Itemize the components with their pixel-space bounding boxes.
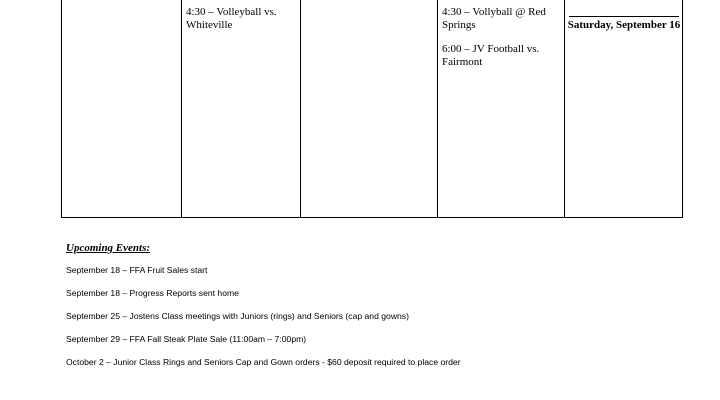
schedule-column-4: [438, 0, 565, 217]
schedule-event: 4:30 – Volleyball vs. Whiteville: [186, 6, 277, 31]
schedule-column-2: [182, 0, 301, 217]
schedule-column-5: [565, 0, 683, 217]
upcoming-event-item: September 25 – Jostens Class meetings with Juniors (rings) and Seniors (cap and gowns): [66, 311, 409, 321]
upcoming-event-item: September 18 – FFA Fruit Sales start: [66, 265, 208, 275]
schedule-event: 6:00 – JV Football vs. Fairmont: [442, 43, 540, 68]
schedule-event: 4:30 – Vollyball @ Red Springs: [442, 6, 546, 31]
upcoming-event-item: October 2 – Junior Class Rings and Seniors Cap and Gown orders - $60 deposit required to place order: [66, 357, 461, 367]
upcoming-event-item: September 18 – Progress Reports sent home: [66, 288, 239, 298]
upcoming-events-section: [66, 242, 461, 380]
upcoming-events-title: Upcoming Events:: [66, 242, 151, 254]
day-header-divider: [569, 16, 679, 17]
weekly-schedule-table: [61, 0, 683, 218]
schedule-column-3: [301, 0, 438, 217]
upcoming-event-item: September 29 – FFA Fall Steak Plate Sale (11:00am – 7:00pm): [66, 334, 307, 344]
day-header-saturday: Saturday, September 16: [567, 19, 681, 31]
schedule-column-1: [62, 0, 182, 217]
